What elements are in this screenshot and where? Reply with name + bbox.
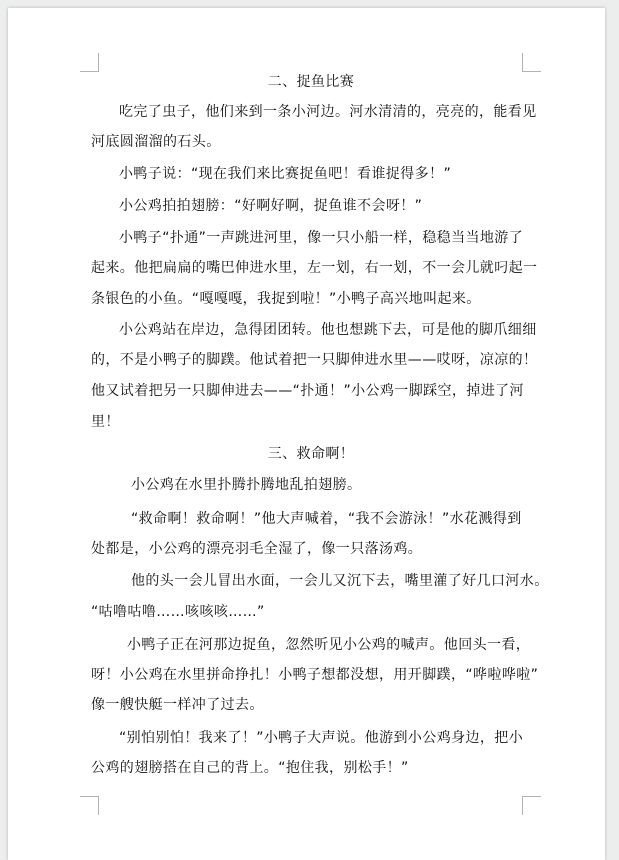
section-heading-catch-fish: 二、捉鱼比赛	[267, 74, 355, 90]
margin-corner-top-left	[80, 53, 99, 72]
margin-corner-bottom-right	[522, 796, 541, 815]
paragraph-line: 处都是，小公鸡的漂亮羽毛全湿了，像一只落汤鸡。	[91, 541, 423, 557]
margin-corner-bottom-left	[80, 796, 99, 815]
paragraph-line: 公鸡的翅膀搭在自己的背上。“抱住我，别松手！”	[91, 760, 409, 776]
paragraph-line: 他又试着把另一只脚伸进去——“扑通！”小公鸡一脚踩空，掉进了河	[91, 383, 524, 399]
paragraph-line: 条银色的小鱼。“嘎嘎嘎，我捉到啦！”小鸭子高兴地叫起来。	[91, 291, 481, 307]
paragraph-line: 吃完了虫子，他们来到一条小河边。河水清清的，亮亮的，能看见	[119, 104, 537, 120]
paragraph-line: 小鸭子正在河那边捉鱼，忽然听见小公鸡的喊声。他回头一看，	[127, 637, 531, 653]
paragraph-line: 里！	[91, 414, 120, 430]
document-page	[8, 8, 605, 860]
paragraph-line: “别怕别怕！我来了！”小鸭子大声说。他游到小公鸡身边，把小	[119, 730, 524, 746]
paragraph-line: 小鸭子说：“现在我们来比赛捉鱼吧！看谁捉得多！”	[119, 166, 452, 182]
paragraph-line: 小公鸡在水里扑腾扑腾地乱拍翅膀。	[131, 477, 362, 493]
paragraph-line: 他的头一会儿冒出水面，一会儿又沉下去，嘴里灌了好几口河水。	[131, 573, 549, 589]
paragraph-line: “咕噜咕噜……咳咳咳……”	[91, 604, 265, 620]
margin-corner-top-right	[522, 53, 541, 72]
paragraph-line: 小鸭子“扑通”一声跳进河里，像一只小船一样，稳稳当当地游了	[119, 230, 524, 246]
paragraph-line: 小公鸡站在岸边，急得团团转。他也想跳下去，可是他的脚爪细细	[119, 322, 537, 338]
paragraph-line: 小公鸡拍拍翅膀：“好啊好啊，捉鱼谁不会呀！”	[119, 198, 423, 214]
paragraph-line: “救命啊！救命啊！”他大声喊着，“我不会游泳！”水花溅得到	[131, 511, 522, 527]
section-heading-help: 三、救命啊！	[267, 446, 355, 462]
paragraph-line: 起来。他把扁扁的嘴巴伸进水里，左一划，右一划，不一会儿就叼起一	[91, 260, 538, 276]
paragraph-line: 呀！小公鸡在水里拼命挣扎！小鸭子想都没想，用开脚蹼，“哗啦哗啦”	[91, 667, 539, 683]
paragraph-line: 像一艘快艇一样冲了过去。	[91, 697, 264, 713]
paragraph-line: 河底圆溜溜的石头。	[91, 134, 221, 150]
paragraph-line: 的，不是小鸭子的脚蹼。他试着把一只脚伸进水里——哎呀，凉凉的！	[91, 352, 538, 368]
